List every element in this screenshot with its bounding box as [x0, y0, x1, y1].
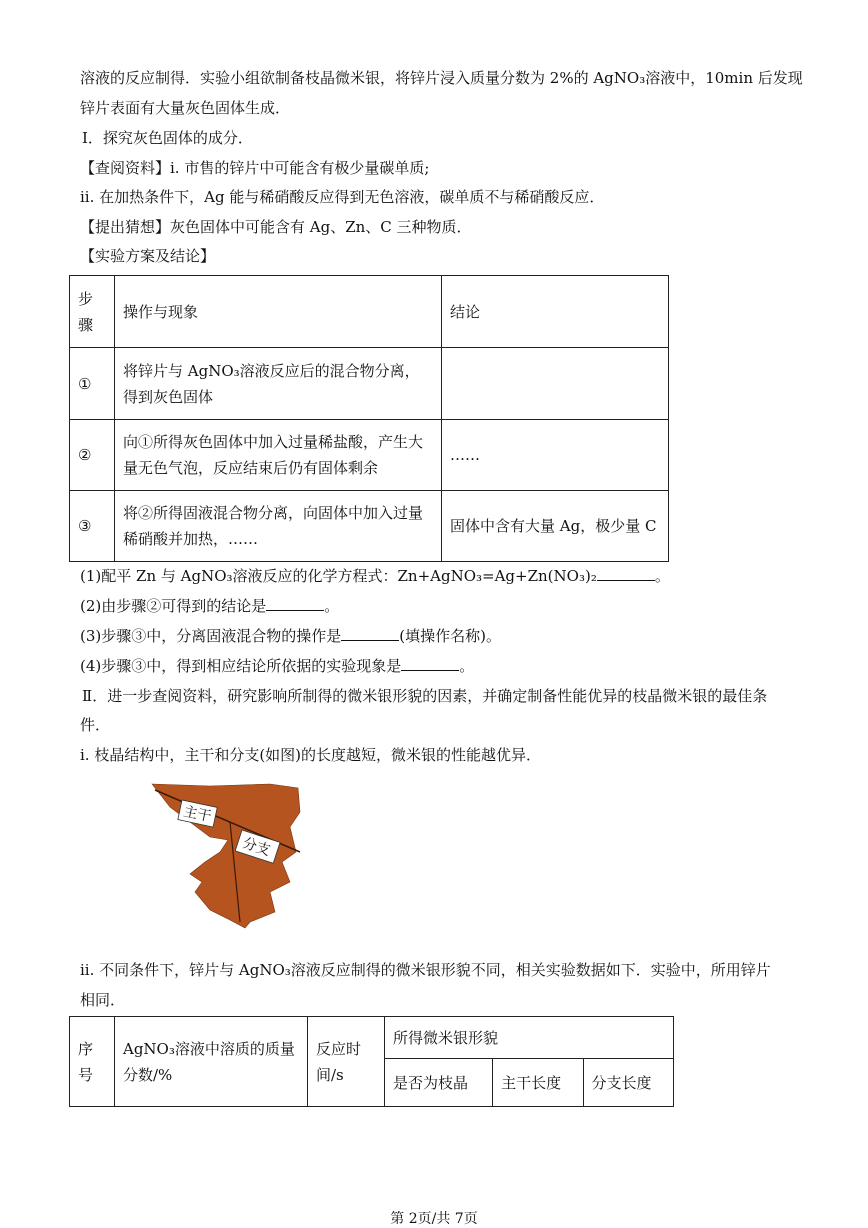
question-3: (3)步骤③中，分离固液混合物的操作是 (填操作名称)。	[80, 627, 501, 645]
question-4: (4)步骤③中，得到相应结论所依据的实验现象是 。	[80, 657, 475, 675]
question-2: (2)由步骤②可得到的结论是 。	[80, 597, 340, 615]
table-cell: ③	[70, 491, 115, 562]
paragraph-line: i. 枝晶结构中，主干和分支(如图)的长度越短，微米银的性能越优异．	[80, 746, 542, 764]
table-header: 结论	[442, 276, 669, 348]
paragraph-line: 【提出猜想】灰色固体中可能含有 Ag、Zn、C 三种物质．	[80, 218, 472, 236]
data-table	[69, 1016, 674, 1107]
table-subheader: 是否为枝晶	[385, 1059, 493, 1107]
paragraph-line: 溶液的反应制得．实验小组欲制备枝晶微米银，将锌片浸入质量分数为 2%的 AgNO₃溶液中，10min 后发现	[80, 69, 803, 87]
table-cell: 固体中含有大量 Ag，极少量 C	[442, 491, 669, 562]
page-footer: 第 2页/共 7页	[390, 1211, 478, 1227]
table-row	[70, 420, 669, 491]
branch-label: 分支	[240, 835, 273, 860]
paragraph-line: ii. 在加热条件下，Ag 能与稀硝酸反应得到无色溶液，碳单质不与稀硝酸反应．	[80, 188, 605, 206]
question-1: (1)配平 Zn 与 AgNO₃溶液反应的化学方程式：Zn+AgNO₃=Ag+Zn(NO₃)₂ 。	[80, 567, 670, 585]
dendrite-leaf	[152, 784, 300, 928]
table-cell: ……	[442, 420, 669, 491]
table-cell: 向①所得灰色固体中加入过量稀盐酸，产生大量无色气泡，反应结束后仍有固体剩余	[115, 420, 442, 491]
paragraph-line: 【实验方案及结论】	[80, 247, 216, 265]
table-cell: 将②所得固液混合物分离，向固体中加入过量稀硝酸并加热，……	[115, 491, 442, 562]
table-row	[70, 491, 669, 562]
section-heading: Ⅰ．探究灰色固体的成分．	[82, 129, 253, 147]
table-cell	[442, 348, 669, 420]
trunk-label: 主干	[181, 803, 213, 826]
table-row	[70, 348, 669, 420]
table-cell: ②	[70, 420, 115, 491]
paragraph-line: 【查阅资料】i. 市售的锌片中可能含有极少量碳单质;	[80, 159, 430, 177]
table-subheader: 分支长度	[583, 1059, 673, 1107]
paragraph-line: 件．	[80, 716, 111, 734]
paragraph-line: ii. 不同条件下，锌片与 AgNO₃溶液反应制得的微米银形貌不同，相关实验数据如下．实验中，所用锌片	[80, 961, 771, 979]
table-cell: ①	[70, 348, 115, 420]
dendrite-figure	[150, 782, 302, 930]
table-header: AgNO₃溶液中溶质的质量分数/%	[115, 1017, 308, 1107]
table-subheader: 主干长度	[493, 1059, 583, 1107]
paragraph-line: 锌片表面有大量灰色固体生成．	[80, 99, 291, 117]
table-header: 操作与现象	[115, 276, 442, 348]
table-header: 反应时间/s	[308, 1017, 385, 1107]
table-header: 所得微米银形貌	[385, 1017, 674, 1059]
paragraph-line: 相同．	[80, 991, 126, 1009]
experiment-table	[69, 275, 669, 562]
table-header: 步骤	[70, 276, 115, 348]
table-header: 序号	[70, 1017, 115, 1107]
table-cell: 将锌片与 AgNO₃溶液反应后的混合物分离，得到灰色固体	[115, 348, 442, 420]
section-heading: Ⅱ．进一步查阅资料，研究影响所制得的微米银形貌的因素，并确定制备性能优异的枝晶微米银的最佳条	[82, 687, 768, 705]
